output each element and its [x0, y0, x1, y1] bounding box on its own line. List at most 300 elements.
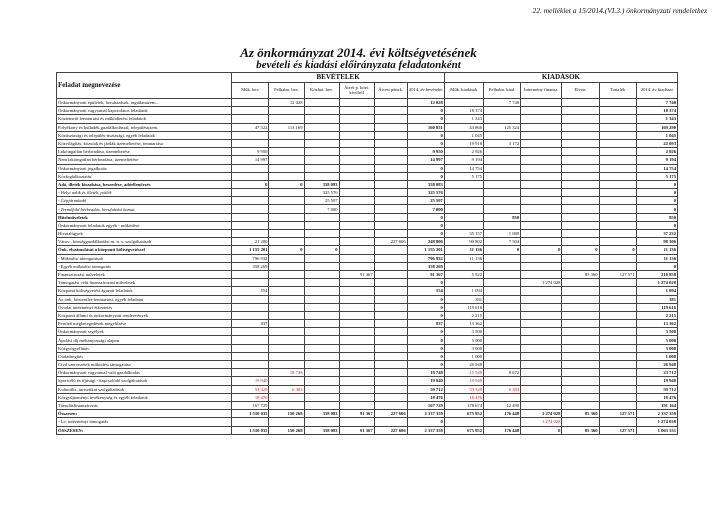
- revenue-cell: 0: [407, 131, 444, 139]
- expense-cell: [521, 401, 562, 409]
- expense-cell: [521, 164, 562, 172]
- revenue-cell: 0: [407, 213, 444, 221]
- revenue-cell: 248 806: [407, 238, 444, 246]
- expense-cell: [599, 303, 636, 311]
- row-label: Önkormányzati feladatok egyéb - működése: [57, 221, 232, 229]
- expense-cell: [599, 107, 636, 115]
- revenue-cell: 358 269: [232, 262, 269, 270]
- expense-cell: 3 000: [444, 344, 483, 352]
- table-row: [57, 180, 678, 188]
- revenue-cell: 6 383: [269, 385, 304, 393]
- expense-cell: 85 360: [562, 426, 599, 434]
- revenue-cell: [304, 213, 339, 221]
- revenue-cell: [374, 99, 407, 107]
- revenue-cell: 796 932: [232, 254, 269, 262]
- revenue-cell: [339, 107, 374, 115]
- expense-cell: [599, 197, 636, 205]
- row-label: Központi költségvetési ágazati feladatok: [57, 287, 232, 295]
- table-row: [57, 107, 678, 115]
- expense-cell: 119 616: [636, 303, 677, 311]
- table-row: [57, 197, 678, 205]
- expense-cell: 1 274 028: [636, 418, 677, 426]
- revenue-cell: [304, 377, 339, 385]
- expense-cell: [521, 230, 562, 238]
- table-row: [57, 320, 678, 328]
- expense-cell: [484, 279, 521, 287]
- expense-cell: [484, 107, 521, 115]
- revenue-cell: 796 932: [407, 254, 444, 262]
- expense-cell: 1 274 028: [636, 279, 677, 287]
- expense-cell: [521, 107, 562, 115]
- row-label: Központi állami és önkormányzati rendezvények: [57, 311, 232, 319]
- row-label: Közvilágítás, közutak és járdák üzemeltetése, fenntartása: [57, 139, 232, 147]
- revenue-cell: [232, 99, 269, 107]
- expense-cell: 9 194: [444, 156, 483, 164]
- expense-cell: [599, 115, 636, 123]
- col-header: Közhat. bev.: [304, 83, 339, 99]
- revenue-cell: [232, 311, 269, 319]
- revenue-cell: [304, 361, 339, 369]
- expense-cell: 0: [636, 189, 677, 197]
- revenue-cell: [339, 295, 374, 303]
- expense-cell: [599, 418, 636, 426]
- revenue-cell: [232, 164, 269, 172]
- revenue-cell: [374, 254, 407, 262]
- expense-cell: [562, 99, 599, 107]
- revenue-cell: 25 507: [407, 197, 444, 205]
- revenue-cell: [269, 295, 304, 303]
- expense-cell: 2 337 359: [636, 410, 677, 418]
- revenue-cell: 150 268: [269, 410, 304, 418]
- col-header: Műk. bev.: [232, 83, 269, 99]
- revenue-cell: 0: [407, 172, 444, 180]
- revenue-cell: 1 155 201: [232, 246, 269, 254]
- table-row: [57, 213, 678, 221]
- expense-cell: 7 504: [484, 238, 521, 246]
- table-row: [57, 262, 678, 270]
- expense-cell: [484, 311, 521, 319]
- revenue-cell: [304, 287, 339, 295]
- expense-cell: [599, 262, 636, 270]
- revenue-cell: [232, 295, 269, 303]
- expense-cell: [521, 139, 562, 147]
- expense-cell: [444, 180, 483, 188]
- expense-cell: 0: [636, 205, 677, 213]
- revenue-cell: [232, 172, 269, 180]
- expense-cell: [484, 115, 521, 123]
- revenue-cell: 0: [407, 303, 444, 311]
- expense-cell: [484, 221, 521, 229]
- expense-cell: [562, 139, 599, 147]
- col-header: Intermény finansz.: [521, 83, 562, 99]
- revenue-cell: [269, 189, 304, 197]
- expense-cell: 3 000: [636, 344, 677, 352]
- expense-cell: [521, 99, 562, 107]
- revenue-cell: [374, 295, 407, 303]
- expense-cell: [484, 344, 521, 352]
- revenue-cell: 21 200: [232, 238, 269, 246]
- revenue-cell: 0: [232, 180, 269, 188]
- revenue-cell: 7 000: [407, 205, 444, 213]
- revenue-cell: [269, 164, 304, 172]
- revenue-cell: 7 000: [304, 205, 339, 213]
- expense-cell: [484, 172, 521, 180]
- revenue-cell: [304, 156, 339, 164]
- expense-cell: 11 136: [636, 246, 677, 254]
- revenue-cell: [304, 115, 339, 123]
- expense-cell: 26 948: [444, 361, 483, 369]
- expense-cell: 1 045: [444, 131, 483, 139]
- revenue-cell: [269, 270, 304, 278]
- expense-cell: 90 802: [444, 238, 483, 246]
- expense-cell: [444, 205, 483, 213]
- row-label: Hitelműveletek: [57, 213, 232, 221]
- row-label: - Termőföld bérbeadás, beruházási kamat: [57, 205, 232, 213]
- revenue-cell: 91 367: [407, 270, 444, 278]
- bevetelek-header: BEVÉTELEK: [232, 73, 445, 83]
- expense-cell: [484, 148, 521, 156]
- expense-cell: [521, 311, 562, 319]
- expense-cell: 176 448: [484, 426, 521, 434]
- revenue-cell: 2 337 359: [407, 410, 444, 418]
- revenue-cell: 160 851: [407, 123, 444, 131]
- row-label: Önk. elszámolásai a központi költségvetéssel: [57, 246, 232, 254]
- row-label: Kulturális, turisztikai szolgáltatások: [57, 385, 232, 393]
- expense-cell: 169 290: [636, 123, 677, 131]
- table-row: [57, 131, 678, 139]
- expense-cell: 1 274 028: [521, 418, 562, 426]
- row-label: - Le: intézményi támogatás: [57, 418, 232, 426]
- table-row: [57, 279, 678, 287]
- revenue-cell: [374, 148, 407, 156]
- revenue-cell: 91 367: [339, 410, 374, 418]
- revenue-cell: [269, 361, 304, 369]
- revenue-cell: [269, 254, 304, 262]
- expense-cell: [562, 328, 599, 336]
- row-label: Támogatási célú finanszírozási műveletek: [57, 279, 232, 287]
- revenue-cell: [232, 131, 269, 139]
- revenue-cell: 12 028: [407, 99, 444, 107]
- expense-cell: [521, 352, 562, 360]
- revenue-cell: [374, 328, 407, 336]
- table-row: [57, 344, 678, 352]
- expense-cell: 0: [636, 221, 677, 229]
- revenue-cell: [339, 320, 374, 328]
- expense-cell: 11 136: [444, 246, 483, 254]
- revenue-cell: [374, 189, 407, 197]
- expense-cell: [562, 197, 599, 205]
- revenue-cell: 167 729: [232, 401, 269, 409]
- revenue-cell: [339, 401, 374, 409]
- revenue-cell: 1 155 201: [407, 246, 444, 254]
- revenue-cell: [339, 230, 374, 238]
- revenue-cell: [339, 352, 374, 360]
- expense-cell: 1 063 331: [636, 426, 677, 434]
- revenue-cell: [339, 393, 374, 401]
- revenue-cell: [269, 311, 304, 319]
- expense-cell: 9 194: [636, 156, 677, 164]
- revenue-cell: [374, 262, 407, 270]
- expense-cell: [562, 238, 599, 246]
- expense-cell: 0: [521, 246, 562, 254]
- expense-cell: [599, 311, 636, 319]
- expense-cell: 1 274 028: [521, 410, 562, 418]
- revenue-cell: 167 729: [407, 401, 444, 409]
- revenue-cell: 358 083: [407, 180, 444, 188]
- revenue-cell: 0: [407, 164, 444, 172]
- revenue-cell: [232, 221, 269, 229]
- revenue-cell: [374, 385, 407, 393]
- revenue-cell: [304, 164, 339, 172]
- expense-cell: [562, 156, 599, 164]
- revenue-cell: [232, 107, 269, 115]
- row-label: ÖSSZESEN:: [57, 426, 232, 434]
- revenue-cell: [374, 139, 407, 147]
- expense-cell: [599, 238, 636, 246]
- expense-cell: [562, 148, 599, 156]
- revenue-cell: [304, 238, 339, 246]
- expense-cell: 53 329: [444, 385, 483, 393]
- expense-cell: [444, 262, 483, 270]
- row-label: - Egyéb működési támogatás: [57, 262, 232, 270]
- revenue-cell: [374, 123, 407, 131]
- expense-cell: 1 094: [444, 287, 483, 295]
- row-label: Lakóingatlan bérbeadása, üzemeltetése: [57, 148, 232, 156]
- expense-cell: [562, 385, 599, 393]
- revenue-cell: [269, 156, 304, 164]
- expense-cell: 381: [636, 295, 677, 303]
- table-row: [57, 99, 678, 107]
- revenue-cell: [374, 352, 407, 360]
- expense-cell: 15 540: [444, 369, 483, 377]
- revenue-cell: [374, 221, 407, 229]
- revenue-cell: 53 329: [232, 385, 269, 393]
- revenue-cell: [339, 197, 374, 205]
- revenue-cell: [269, 287, 304, 295]
- revenue-cell: [232, 418, 269, 426]
- expense-cell: 1 080: [484, 230, 521, 238]
- expense-cell: [599, 393, 636, 401]
- expense-cell: [599, 230, 636, 238]
- expense-cell: 0: [636, 262, 677, 270]
- table-row: [57, 139, 678, 147]
- expense-cell: [599, 336, 636, 344]
- expense-cell: 18 374: [444, 107, 483, 115]
- expense-cell: [562, 254, 599, 262]
- table-row: [57, 221, 678, 229]
- expense-cell: [484, 418, 521, 426]
- revenue-cell: [339, 99, 374, 107]
- revenue-cell: [339, 123, 374, 131]
- revenue-cell: [374, 287, 407, 295]
- table-row: [57, 426, 678, 434]
- revenue-cell: [374, 230, 407, 238]
- revenue-cell: 9 950: [232, 148, 269, 156]
- revenue-cell: 0: [407, 328, 444, 336]
- expense-cell: [599, 189, 636, 197]
- revenue-cell: [304, 320, 339, 328]
- revenue-cell: [269, 115, 304, 123]
- revenue-cell: [232, 205, 269, 213]
- revenue-cell: [339, 164, 374, 172]
- expense-cell: 2 926: [636, 148, 677, 156]
- expense-cell: [484, 156, 521, 164]
- row-label: - Működési támogatások: [57, 254, 232, 262]
- expense-cell: 0: [484, 246, 521, 254]
- expense-cell: 1 045: [636, 131, 677, 139]
- revenue-cell: [339, 115, 374, 123]
- revenue-cell: [269, 393, 304, 401]
- expense-cell: [599, 205, 636, 213]
- revenue-cell: [269, 139, 304, 147]
- revenue-cell: 325 576: [407, 189, 444, 197]
- revenue-cell: [374, 197, 407, 205]
- expense-cell: [599, 99, 636, 107]
- expense-cell: [521, 238, 562, 246]
- expense-cell: [521, 131, 562, 139]
- expense-cell: 2 215: [636, 311, 677, 319]
- expense-cell: [444, 221, 483, 229]
- table-row: [57, 115, 678, 123]
- revenue-cell: 0: [304, 246, 339, 254]
- expense-cell: 127 571: [599, 270, 636, 278]
- revenue-cell: [339, 254, 374, 262]
- table-row: [57, 254, 678, 262]
- expense-cell: 675 952: [444, 426, 483, 434]
- row-label: Folyékony és hulladék gazdálkodással, településüzem.: [57, 123, 232, 131]
- expense-cell: [521, 189, 562, 197]
- expense-cell: [484, 320, 521, 328]
- revenue-cell: [304, 148, 339, 156]
- expense-cell: 119 616: [444, 303, 483, 311]
- revenue-cell: [304, 418, 339, 426]
- table-row: [57, 377, 678, 385]
- revenue-cell: 1 510 035: [232, 426, 269, 434]
- revenue-cell: 227 606: [374, 426, 407, 434]
- expense-cell: 1 343: [444, 115, 483, 123]
- expense-cell: [484, 287, 521, 295]
- expense-cell: 850: [484, 213, 521, 221]
- table-row: [57, 401, 678, 409]
- expense-cell: 1 000: [636, 352, 677, 360]
- revenue-cell: [232, 197, 269, 205]
- table-row: [57, 418, 678, 426]
- revenue-cell: [339, 303, 374, 311]
- revenue-cell: [304, 262, 339, 270]
- expense-cell: [599, 164, 636, 172]
- revenue-cell: 91 367: [339, 270, 374, 278]
- header-row-1: [57, 73, 678, 83]
- expense-cell: [562, 336, 599, 344]
- revenue-cell: [374, 418, 407, 426]
- table-row: [57, 123, 678, 131]
- revenue-cell: [339, 418, 374, 426]
- revenue-cell: [232, 189, 269, 197]
- revenue-cell: [269, 221, 304, 229]
- revenue-cell: 18 748: [269, 369, 304, 377]
- expense-cell: [521, 148, 562, 156]
- expense-cell: 5 175: [444, 172, 483, 180]
- expense-cell: [562, 369, 599, 377]
- revenue-cell: [304, 254, 339, 262]
- revenue-cell: [339, 189, 374, 197]
- revenue-cell: [232, 115, 269, 123]
- revenue-cell: [339, 139, 374, 147]
- revenue-cell: [339, 221, 374, 229]
- revenue-cell: [339, 172, 374, 180]
- expense-cell: [599, 352, 636, 360]
- revenue-cell: [269, 279, 304, 287]
- expense-cell: [599, 377, 636, 385]
- expense-cell: [562, 311, 599, 319]
- col-header: Elvon.: [562, 83, 599, 99]
- row-label: Fertőző megbetegedések megelőzése: [57, 320, 232, 328]
- table-row: [57, 311, 678, 319]
- revenue-cell: [304, 352, 339, 360]
- expense-cell: 850: [636, 213, 677, 221]
- expense-cell: 19 940: [636, 377, 677, 385]
- revenue-cell: 0: [269, 246, 304, 254]
- kiadasok-header: KIADÁSOK: [444, 73, 677, 83]
- revenue-cell: 18 476: [232, 393, 269, 401]
- expense-cell: [599, 180, 636, 188]
- expense-cell: [484, 328, 521, 336]
- expense-cell: [562, 172, 599, 180]
- revenue-cell: 0: [407, 221, 444, 229]
- expense-cell: 23 712: [636, 369, 677, 377]
- col-header: Átvét p. közt. kívülről: [339, 83, 374, 99]
- row-label: Sportcélú és ifjúsági - kapcsolódó szolgáltatások: [57, 377, 232, 385]
- revenue-cell: [232, 336, 269, 344]
- expense-cell: 2 926: [444, 148, 483, 156]
- expense-cell: [599, 320, 636, 328]
- expense-cell: [484, 180, 521, 188]
- expense-cell: 35 157: [444, 230, 483, 238]
- expense-cell: 13 362: [444, 320, 483, 328]
- expense-cell: [562, 107, 599, 115]
- expense-cell: 0: [636, 180, 677, 188]
- revenue-cell: 14 997: [232, 156, 269, 164]
- expense-cell: 5 922: [444, 270, 483, 278]
- row-label: Adó, illeték kiszabása, beszedése, adóellenőrzés: [57, 180, 232, 188]
- row-label: Önkormányzati jogalkotás: [57, 164, 232, 172]
- revenue-cell: [304, 99, 339, 107]
- expense-cell: [484, 197, 521, 205]
- revenue-cell: 554: [407, 287, 444, 295]
- revenue-cell: [374, 164, 407, 172]
- row-label: Családsegítés: [57, 352, 232, 360]
- revenue-cell: [304, 131, 339, 139]
- col-header: Átvett pénzk.: [374, 83, 407, 99]
- expense-cell: [444, 279, 483, 287]
- revenue-cell: [339, 328, 374, 336]
- revenue-cell: [374, 377, 407, 385]
- feature-header: Feladat megnevezése: [57, 73, 232, 99]
- revenue-cell: [269, 213, 304, 221]
- expense-cell: 127 571: [599, 410, 636, 418]
- revenue-cell: [232, 270, 269, 278]
- revenue-cell: [304, 344, 339, 352]
- row-label: Önkormányzati épületek, beruházások, ingatlanüzem...: [57, 99, 232, 107]
- revenue-cell: [304, 139, 339, 147]
- revenue-cell: [374, 180, 407, 188]
- col-header: Felhalm. kiad.: [484, 83, 521, 99]
- revenue-cell: [269, 352, 304, 360]
- revenue-cell: 59 712: [407, 385, 444, 393]
- expense-cell: 0: [599, 246, 636, 254]
- table-row: [57, 393, 678, 401]
- expense-cell: 191 164: [636, 401, 677, 409]
